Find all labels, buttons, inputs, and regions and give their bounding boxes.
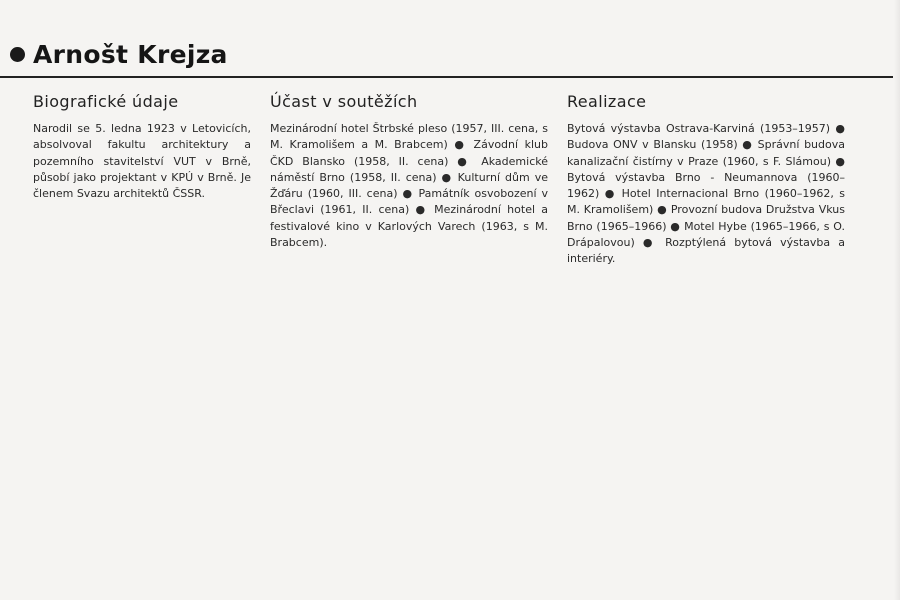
biography-column	[33, 92, 251, 202]
competitions-text: Mezinárodní hotel Štrbské pleso (1957, III. cena, s M. Kramolišem a M. Brabcem) ● Závodní klub ČKD Blansko (1958, II. cena) ● Akademické náměstí Brno (1958, II. cena) ● Kulturní dům ve Žďáru (1960, III. cena) ● Památník osvobození v Břeclavi (1961, II. cena) ● Mezinárodní hotel a festivalové kino v Karlových Varech (1963, s M. Brabcem).	[270, 122, 548, 250]
bullet-icon	[10, 47, 25, 62]
realizations-text: Bytová výstavba Ostrava-Karviná (1953–1957) ● Budova ONV v Blansku (1958) ● Správní budova kanalizační čistírny v Praze (1960, s F. Slámou) ● Bytová výstavba Brno - Neumannova (1960–1962) ● Hotel Internacional Brno (1960–1962, s M. Kramolišem) ● Provozní budova Družstva Vkus Brno (1965–1966) ● Motel Hybe (1965–1966, s O. Drápalovou) ● Rozptýlená bytová výstavba a interiéry.	[567, 122, 845, 266]
realizations-column	[567, 92, 845, 268]
realizations-heading: Realizace	[567, 92, 647, 111]
biography-text: Narodil se 5. ledna 1923 v Letovicích, absolvoval fakultu architektury a pozemního stavitelství VUT v Brně, působí jako projektant v KPÚ v Brně. Je členem Svazu architektů ČSSR.	[33, 122, 251, 201]
page-header	[10, 40, 228, 69]
competitions-heading: Účast v soutěžích	[270, 92, 418, 111]
page-edge-shadow	[894, 0, 900, 600]
competitions-column	[270, 92, 548, 251]
header-rule	[0, 76, 893, 78]
biography-heading: Biografické údaje	[33, 92, 179, 111]
page-title: Arnošt Krejza	[33, 40, 228, 69]
